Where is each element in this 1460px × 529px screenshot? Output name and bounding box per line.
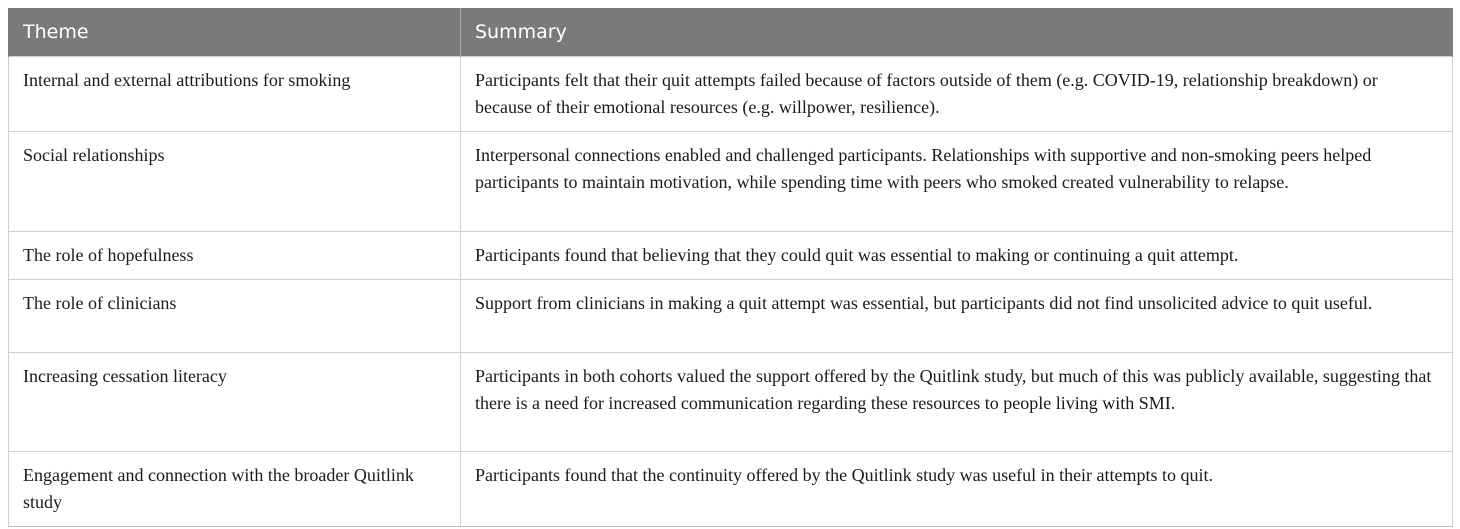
summary-cell: Participants felt that their quit attempts failed because of factors outside of them (e.g. COVID-19, relationship breakdown) or because of their emotional resources (e.g. willpower, resilience). [461,57,1453,132]
table-row [9,452,1453,527]
theme-cell: Engagement and connection with the broader Quitlink study [9,452,461,527]
summary-cell: Participants found that believing that they could quit was essential to making or continuing a quit attempt. [461,232,1453,280]
theme-cell: Increasing cessation literacy [9,353,461,452]
summary-cell: Participants in both cohorts valued the support offered by the Quitlink study, but much of this was publicly available, suggesting that there is a need for increased communication regarding these resources to people living with SMI. [461,353,1453,452]
table-header [9,8,1453,57]
theme-cell: The role of clinicians [9,280,461,353]
summary-cell: Participants found that the continuity offered by the Quitlink study was useful in their attempts to quit. [461,452,1453,527]
theme-cell: Internal and external attributions for smoking [9,57,461,132]
table-row [9,353,1453,452]
header-summary: Summary [461,8,1453,57]
table-row [9,232,1453,280]
themes-table-container [8,8,1452,527]
summary-cell: Interpersonal connections enabled and challenged participants. Relationships with supportive and non-smoking peers helped participants to maintain motivation, while spending time with peers who smoked created vulnerability to relapse. [461,132,1453,232]
header-row [9,8,1453,57]
table-row [9,57,1453,132]
table-body [9,57,1453,527]
summary-cell: Support from clinicians in making a quit attempt was essential, but participants did not find unsolicited advice to quit useful. [461,280,1453,353]
table-row [9,132,1453,232]
theme-cell: Social relationships [9,132,461,232]
themes-table [8,8,1453,527]
theme-cell: The role of hopefulness [9,232,461,280]
header-theme: Theme [9,8,461,57]
table-row [9,280,1453,353]
